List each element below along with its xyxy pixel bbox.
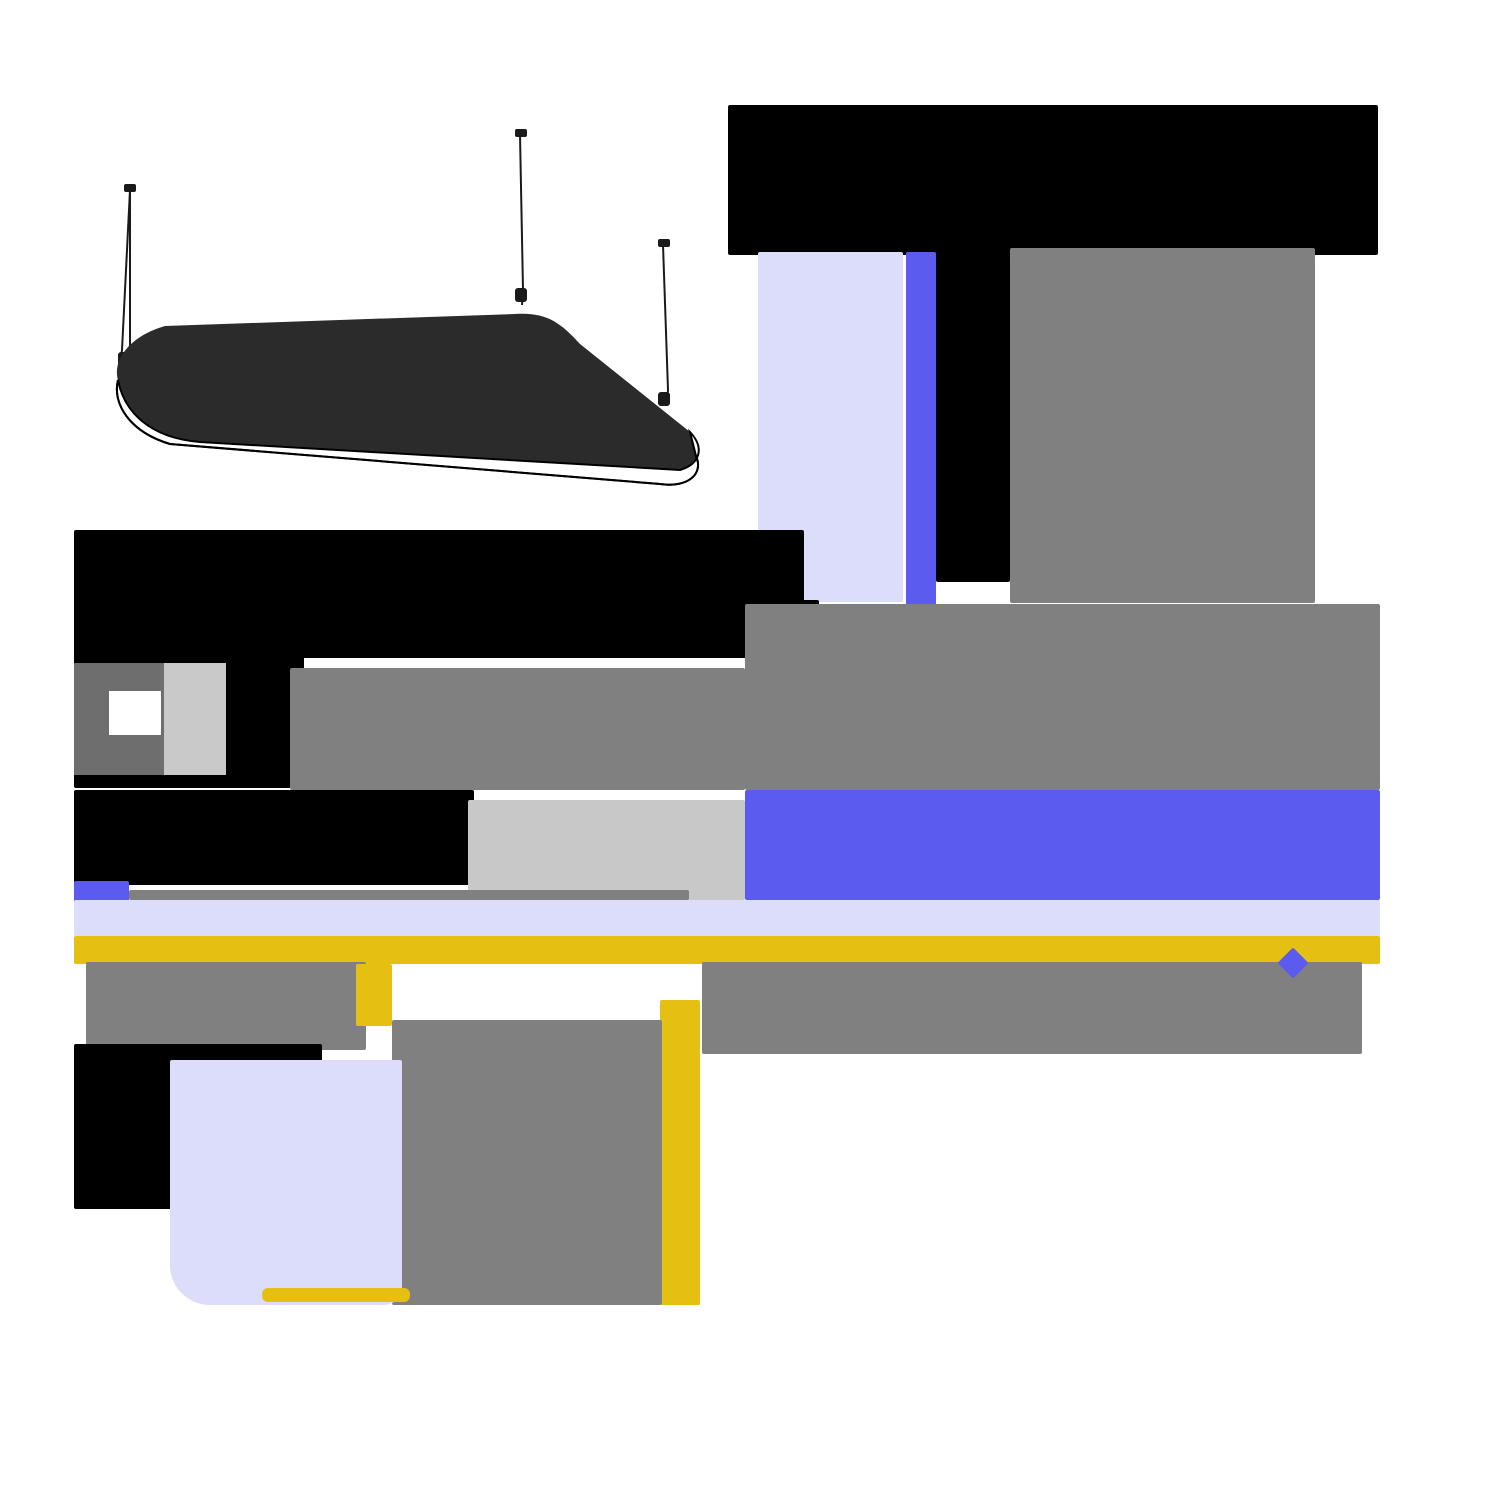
right-column-copy <box>745 604 1380 790</box>
lower-grey-column <box>392 1020 662 1305</box>
swatch-inner-chip <box>109 691 161 735</box>
swatch-light-half <box>164 663 226 775</box>
finish-swatch[interactable] <box>74 663 226 775</box>
page-title <box>728 105 1378 255</box>
spec-description <box>290 668 745 790</box>
mid-panel <box>468 800 745 900</box>
footer-right-copy <box>702 962 1362 1054</box>
lower-lavender-wedge <box>170 1060 402 1305</box>
product-hero-illustration <box>60 60 760 560</box>
divider-rule <box>129 890 689 900</box>
left-paragraph <box>74 790 474 885</box>
highlight-band <box>745 790 1380 900</box>
luminaire-body-icon <box>117 314 699 485</box>
yellow-band <box>74 936 1380 964</box>
footer-left-copy <box>86 962 366 1050</box>
hero-overlay-blue-stripe <box>906 252 936 605</box>
body-copy-right <box>1010 258 1315 603</box>
hero-overlay-black <box>936 252 1010 582</box>
yellow-stripe-tall <box>660 1000 700 1305</box>
lavender-band <box>74 900 1380 936</box>
lower-yellow-underline <box>262 1288 410 1302</box>
yellow-stripe-small <box>356 964 392 1026</box>
